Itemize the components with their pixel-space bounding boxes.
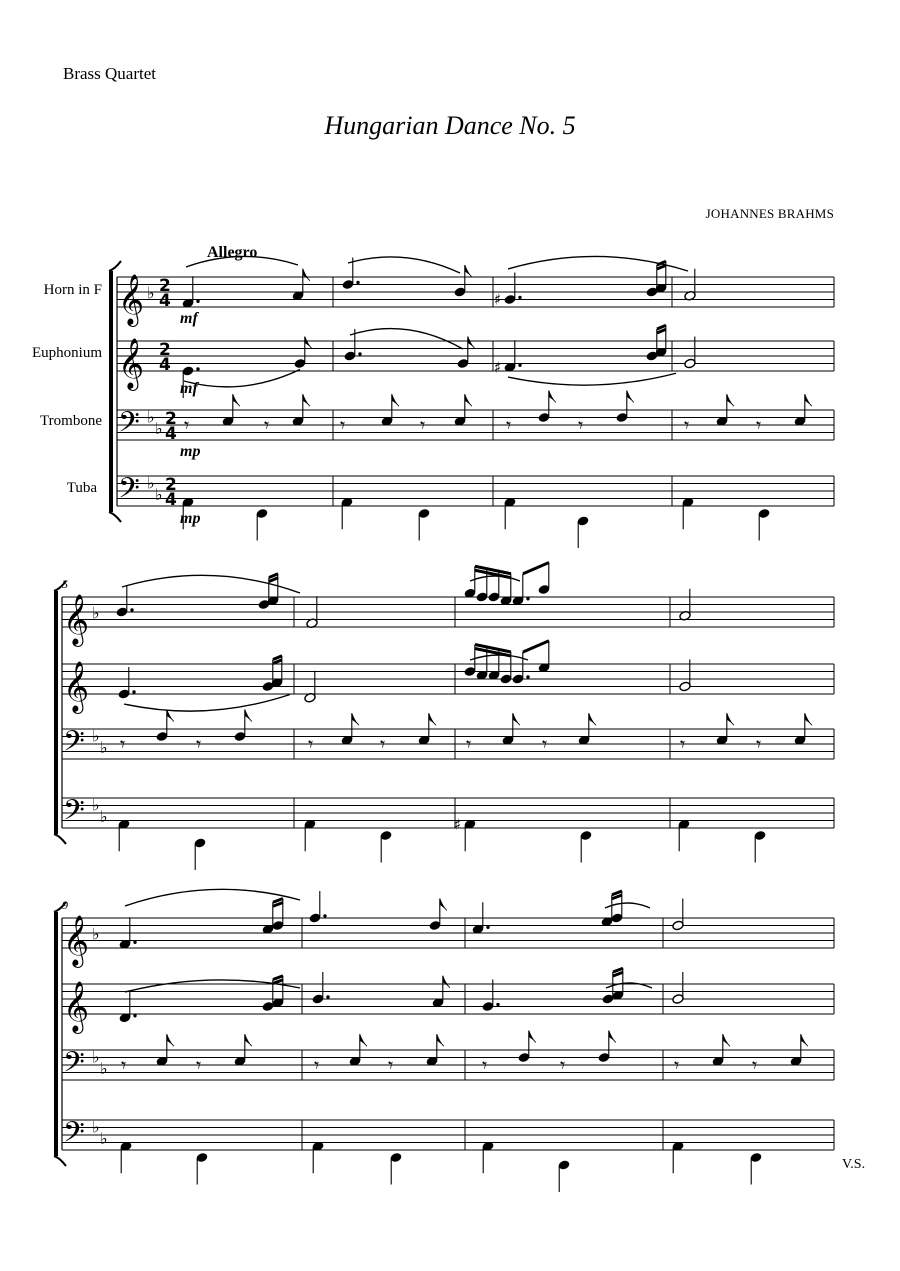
- augmentation-dot: [358, 352, 361, 355]
- dynamic-horn: mf: [180, 310, 198, 327]
- flat-sign-icon: ♭: [155, 418, 163, 438]
- augmentation-dot: [133, 1014, 136, 1017]
- time-signature-numerator: 2: [165, 409, 177, 429]
- flat-sign-icon: ♭: [100, 1128, 108, 1148]
- augmentation-dot: [196, 300, 199, 303]
- eighth-flag: [609, 1031, 616, 1043]
- eighth-rest-icon: 𝄾: [578, 413, 584, 437]
- eighth-rest-icon: 𝄾: [560, 1053, 566, 1077]
- system-bracket: [54, 912, 58, 1156]
- eighth-rest-icon: 𝄾: [684, 413, 690, 437]
- flat-sign-icon: ♭: [147, 473, 155, 493]
- measure-number-5: 5: [62, 577, 68, 591]
- measure-number-9: 9: [62, 898, 68, 912]
- eighth-rest-icon: 𝄾: [542, 732, 548, 756]
- flat-sign-icon: ♭: [92, 726, 100, 746]
- eighth-flag: [167, 1034, 174, 1046]
- eighth-flag: [627, 391, 634, 403]
- bass-clef-icon: 𝄢: [118, 472, 140, 512]
- eighth-rest-icon: 𝄾: [466, 732, 472, 756]
- treble-clef-icon: 𝄞: [63, 915, 90, 966]
- eighth-rest-icon: 𝄾: [420, 413, 426, 437]
- eighth-rest-icon: 𝄾: [308, 732, 314, 756]
- time-signature-denominator: 4: [165, 490, 177, 510]
- eighth-flag: [429, 713, 436, 725]
- eighth-flag: [245, 710, 252, 722]
- note-beam: [523, 563, 549, 574]
- eighth-rest-icon: 𝄾: [196, 1053, 202, 1077]
- treble-clef-icon: 𝄞: [118, 274, 145, 325]
- sharp-sign-icon: ♯: [494, 358, 502, 377]
- eighth-flag: [245, 1034, 252, 1046]
- flat-sign-icon: ♭: [147, 283, 155, 303]
- eighth-rest-icon: 𝄾: [756, 413, 762, 437]
- augmentation-dot: [496, 1003, 499, 1006]
- instrument-label-euphonium: Euphonium: [32, 345, 102, 361]
- eighth-rest-icon: 𝄾: [380, 732, 386, 756]
- slur: [122, 575, 300, 593]
- eighth-flag: [303, 394, 310, 406]
- augmentation-dot: [132, 690, 135, 693]
- augmentation-dot: [526, 597, 529, 600]
- augmentation-dot: [133, 941, 136, 944]
- sharp-sign-icon: ♯: [494, 290, 502, 309]
- eighth-flag: [805, 394, 812, 406]
- dynamic-trombone: mp: [180, 443, 201, 460]
- instrument-label-horn: Horn in F: [43, 282, 102, 298]
- eighth-rest-icon: 𝄾: [184, 413, 190, 437]
- bass-clef-icon: 𝄢: [63, 725, 85, 765]
- flat-sign-icon: ♭: [100, 737, 108, 757]
- eighth-rest-icon: 𝄾: [506, 413, 512, 437]
- system-bracket: [54, 591, 58, 834]
- eighth-flag: [529, 1031, 536, 1043]
- augmentation-dot: [196, 367, 199, 370]
- eighth-flag: [303, 269, 310, 281]
- instrument-label-trombone: Trombone: [40, 413, 102, 429]
- eighth-rest-icon: 𝄾: [340, 413, 346, 437]
- sharp-sign-icon: ♯: [454, 815, 462, 834]
- bass-clef-icon: 𝄢: [63, 1046, 85, 1086]
- bass-clef-icon: 𝄢: [63, 794, 85, 834]
- time-signature-denominator: 4: [159, 355, 171, 375]
- volti-subito-marking: V.S.: [842, 1157, 866, 1172]
- eighth-rest-icon: 𝄾: [314, 1053, 320, 1077]
- augmentation-dot: [356, 281, 359, 284]
- eighth-flag: [440, 899, 447, 911]
- eighth-flag: [727, 394, 734, 406]
- bracket-bottom-hook: [54, 1156, 66, 1166]
- eighth-rest-icon: 𝄾: [388, 1053, 394, 1077]
- flat-sign-icon: ♭: [92, 795, 100, 815]
- eighth-rest-icon: 𝄾: [752, 1053, 758, 1077]
- slur: [508, 373, 676, 385]
- flat-sign-icon: ♭: [92, 1047, 100, 1067]
- bracket-bottom-hook: [109, 512, 121, 522]
- slur: [350, 329, 463, 349]
- eighth-rest-icon: 𝄾: [264, 413, 270, 437]
- augmentation-dot: [518, 296, 521, 299]
- slur: [470, 576, 520, 581]
- note-beam: [523, 641, 549, 652]
- eighth-flag: [352, 713, 359, 725]
- augmentation-dot: [323, 914, 326, 917]
- eighth-rest-icon: 𝄾: [196, 732, 202, 756]
- flat-sign-icon: ♭: [155, 484, 163, 504]
- eighth-flag: [513, 713, 520, 725]
- augmentation-dot: [326, 995, 329, 998]
- slur: [184, 370, 300, 387]
- eighth-flag: [723, 1034, 730, 1046]
- eighth-flag: [233, 394, 240, 406]
- eighth-flag: [549, 391, 556, 403]
- eighth-rest-icon: 𝄾: [120, 732, 126, 756]
- eighth-flag: [465, 394, 472, 406]
- flat-sign-icon: ♭: [92, 1117, 100, 1137]
- slur: [124, 695, 290, 712]
- augmentation-dot: [526, 675, 529, 678]
- flat-sign-icon: ♭: [100, 806, 108, 826]
- augmentation-dot: [518, 364, 521, 367]
- piece-title: Hungarian Dance No. 5: [324, 111, 576, 140]
- eighth-flag: [589, 713, 596, 725]
- time-signature-denominator: 4: [159, 291, 171, 311]
- eighth-rest-icon: 𝄾: [482, 1053, 488, 1077]
- treble-clef-icon: 𝄞: [118, 338, 145, 389]
- flat-sign-icon: ♭: [92, 603, 100, 623]
- eighth-flag: [360, 1034, 367, 1046]
- eighth-flag: [392, 394, 399, 406]
- treble-clef-icon: 𝄞: [63, 981, 90, 1032]
- flat-sign-icon: ♭: [92, 924, 100, 944]
- time-signature-numerator: 2: [165, 475, 177, 495]
- augmentation-dot: [486, 926, 489, 929]
- eighth-flag: [801, 1034, 808, 1046]
- flat-sign-icon: ♭: [147, 407, 155, 427]
- ensemble-label: Brass Quartet: [63, 64, 157, 83]
- flat-sign-icon: ♭: [100, 1058, 108, 1078]
- treble-clef-icon: 𝄞: [63, 661, 90, 712]
- eighth-rest-icon: 𝄾: [680, 732, 686, 756]
- system-bracket: [109, 271, 113, 512]
- dynamic-tuba: mp: [180, 510, 201, 527]
- eighth-rest-icon: 𝄾: [121, 1053, 127, 1077]
- eighth-flag: [727, 713, 734, 725]
- time-signature-numerator: 2: [159, 276, 171, 296]
- time-signature-denominator: 4: [165, 424, 177, 444]
- eighth-flag: [305, 337, 312, 349]
- treble-clef-icon: 𝄞: [63, 594, 90, 645]
- eighth-flag: [465, 265, 472, 277]
- eighth-flag: [437, 1034, 444, 1046]
- dynamic-euphonium: mf: [180, 380, 198, 397]
- bracket-top-hook: [109, 261, 121, 271]
- eighth-rest-icon: 𝄾: [756, 732, 762, 756]
- time-signature-numerator: 2: [159, 340, 171, 360]
- bass-clef-icon: 𝄢: [118, 406, 140, 446]
- eighth-rest-icon: 𝄾: [674, 1053, 680, 1077]
- slur: [348, 257, 460, 273]
- bass-clef-icon: 𝄢: [63, 1116, 85, 1156]
- eighth-flag: [468, 337, 475, 349]
- composer-name: JOHANNES BRAHMS: [705, 206, 834, 221]
- augmentation-dot: [130, 608, 133, 611]
- eighth-flag: [805, 713, 812, 725]
- tempo-marking: Allegro: [207, 244, 258, 261]
- instrument-label-tuba: Tuba: [66, 480, 97, 496]
- bracket-bottom-hook: [54, 834, 66, 844]
- eighth-flag: [443, 976, 450, 988]
